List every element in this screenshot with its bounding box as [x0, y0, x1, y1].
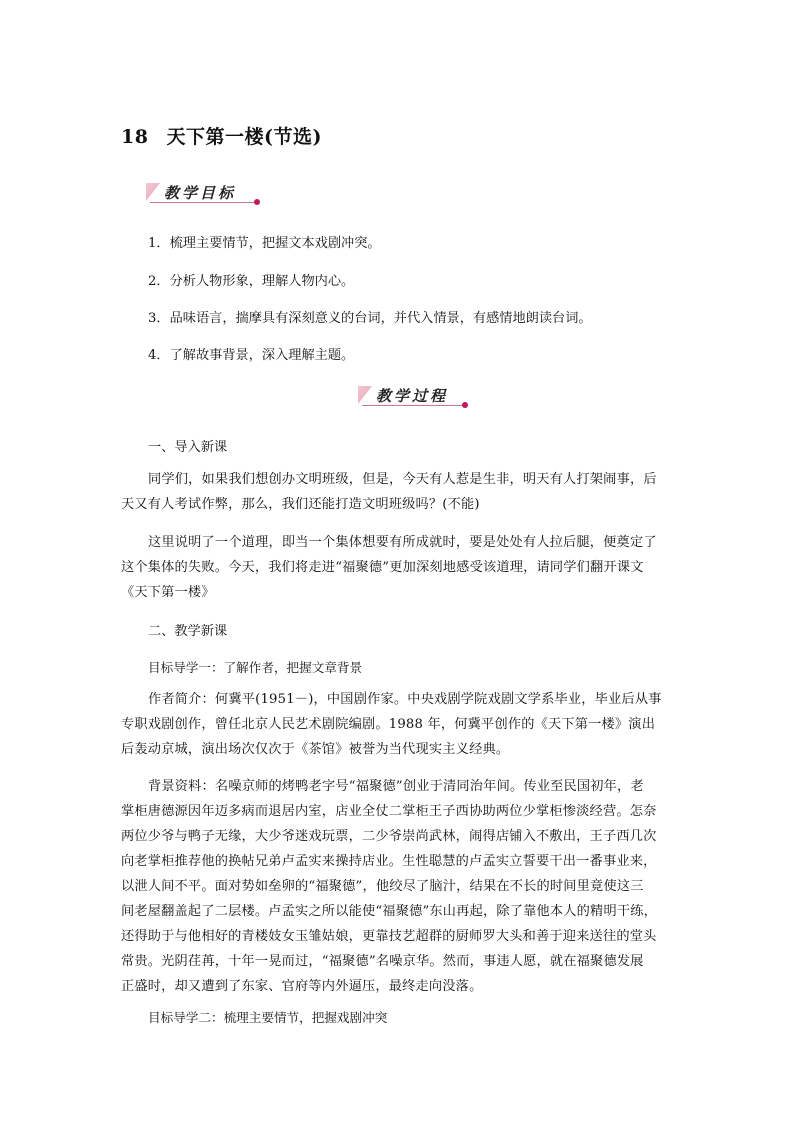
banner-underline	[150, 202, 256, 203]
banner-goals-label: 教学目标	[164, 184, 237, 202]
lesson-title-text: 天下第一楼(节选)	[166, 126, 322, 148]
banner-corner-icon	[358, 386, 372, 404]
goal-4: 4．了解故事背景，深入理解主题。	[148, 348, 355, 363]
goal-2: 2．分析人物形象，理解人物内心。	[148, 274, 355, 289]
banner-process-label: 教学过程	[376, 387, 449, 405]
guide-2-heading: 目标导学二：梳理主要情节，把握戏剧冲突	[148, 1010, 388, 1025]
teaching-process-banner	[358, 386, 470, 412]
guide-1-heading: 目标导学一：了解作者，把握文章背景	[148, 660, 363, 675]
banner-underline	[362, 405, 464, 406]
lesson-number: 18	[121, 126, 149, 148]
section-intro-heading: 一、导入新课	[148, 440, 228, 455]
intro-paragraph-2: 这里说明了一个道理，即当一个集体想要有所成就时，要是处处有人拉后腿，便奠定了 这个集体的失败。今天，我们将走进“福聚德”更加深刻地感受该道理，请同学们翻开课文 《天下第一楼》	[121, 535, 657, 600]
banner-corner-icon	[146, 183, 160, 201]
goal-3: 3．品味语言，揣摩具有深刻意义的台词，并代入情景，有感情地朗读台词。	[148, 311, 592, 326]
background-paragraph: 背景资料：名噪京师的烤鸭老字号“福聚德”创业于清同治年间。传业至民国初年，老 掌柜唐德源因年迈多病而退居内室，店业全仗二掌柜王子西协助两位少掌柜惨淡经营。怎奈 两位少爷与鸭子无缘，大少爷迷戏玩票，二少爷崇尚武林，闹得店铺入不敷出，王子西几次 向老掌柜推荐他的换帖兄弟卢孟实来操持店业。生性聪慧的卢孟实立誓要干出一番事业来， 以泄人间不平。面对势如垒卵的“福聚德”，他绞尽了脑汁，结果在不长的时间里竟使这三 间老屋翻盖起了二层楼。卢孟实之所以能使“福聚德”东山再起，除了靠他本人的精明干练， 还得助于与他相好的青楼妓女玉雏姑娘，更靠技艺超群的厨师罗大头和善于迎来送往的堂头 常贵。光阴荏苒，十年一晃而过，“福聚德”名噪京华。然而，事违人愿，就在福聚德发展 正盛时，却又遭到了东家、官府等内外逼压，最终走向没落。	[121, 779, 657, 994]
author-paragraph: 作者简介：何冀平(1951－)，中国剧作家。中央戏剧学院戏剧文学系毕业，毕业后从事 专职戏剧创作，曾任北京人民艺术剧院编剧。1988 年，何冀平创作的《天下第一楼》演出 后轰动京城，演出场次仅次于《茶馆》被誉为当代现实主义经典。	[121, 692, 662, 757]
banner-dot-icon	[254, 199, 260, 205]
section-new-lesson-heading: 二、教学新课	[148, 624, 228, 639]
lesson-title	[121, 122, 322, 149]
banner-dot-icon	[462, 402, 468, 408]
intro-paragraph-1: 同学们，如果我们想创办文明班级，但是，今天有人惹是生非，明天有人打架闹事，后 天又有人考试作弊，那么，我们还能打造文明班级吗？(不能)	[121, 472, 657, 512]
teaching-goals-banner	[146, 183, 262, 209]
goal-1: 1．梳理主要情节，把握文本戏剧冲突。	[148, 236, 381, 251]
